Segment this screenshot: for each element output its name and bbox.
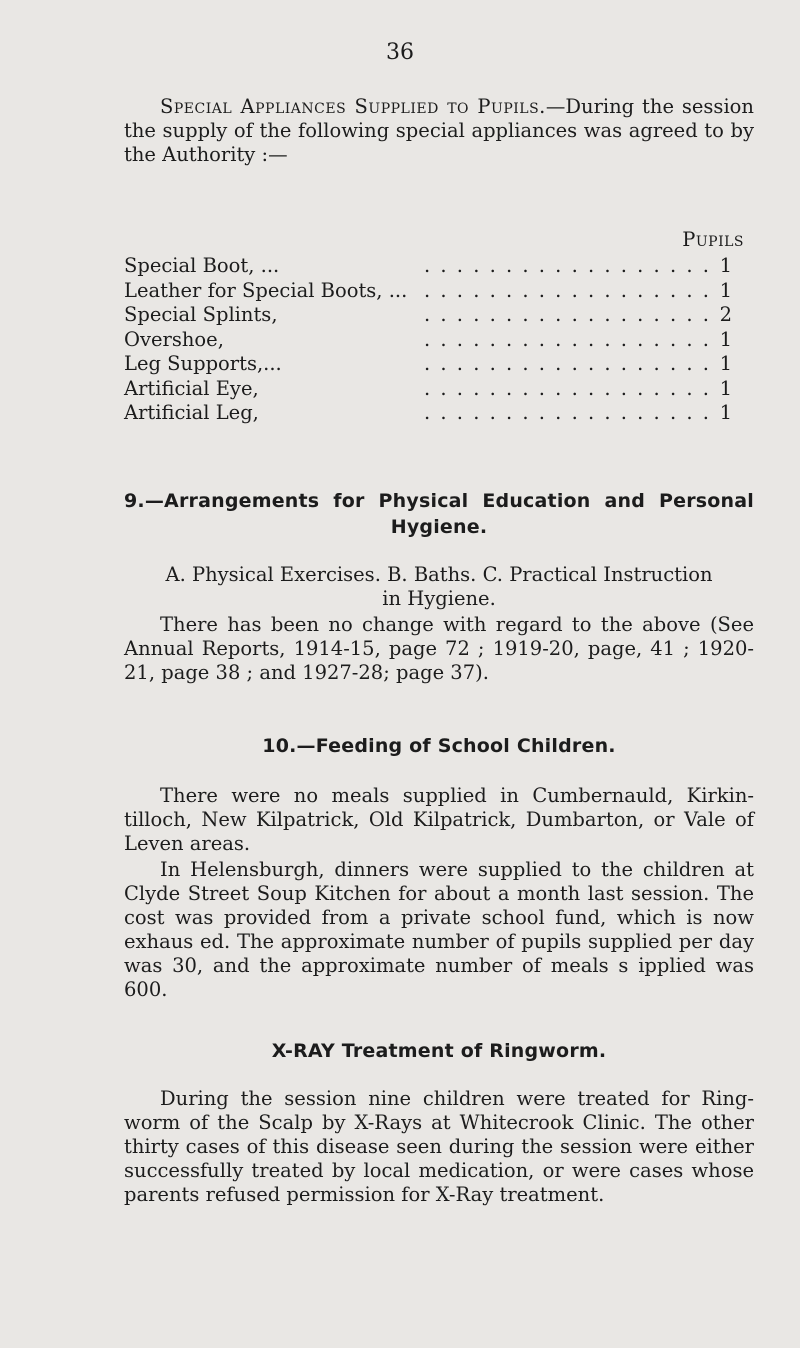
appliance-row — [124, 303, 744, 328]
leader-dots: . . . . . . . . . . . . . . . . . . — [424, 327, 711, 351]
appliance-count: 1 — [719, 376, 732, 400]
page-number: 36 — [386, 40, 414, 65]
appliance-label: Overshoe, — [124, 327, 224, 351]
appliance-count: 1 — [719, 352, 732, 375]
section-10-heading: 10.—Feeding of School Children. — [262, 735, 616, 757]
section-9-heading: 9.—Arrangements for Physical Education and Personal — [124, 490, 754, 512]
appliances-intro-paragraph — [124, 95, 754, 167]
section-9-subheads-line2: in Hygiene. — [382, 587, 496, 610]
section-10-paragraph-1: There were no meals supplied in Cumbernauld, Kirkin-tilloch, New Kilpatrick, Old Kilpatrick, Dumbarton, or Vale of Leven areas. — [124, 784, 754, 855]
appliance-label: Artificial Leg, — [124, 401, 259, 424]
appliance-count: 1 — [719, 401, 732, 424]
appliance-label: Special Boot, ... — [124, 254, 280, 277]
leader-dots: . . . . . . . . . . . . . . . . . . — [424, 401, 711, 424]
appliance-count: 1 — [719, 254, 732, 277]
appliance-row — [124, 352, 744, 377]
section-9-heading-line2: Hygiene. — [390, 516, 488, 538]
section-9-body: There has been no change with regard to the above (See Annual Reports, 1914-15, page 72 ; 1919-20, page, 41 ; 1920-21, page 38 ; and 1927-28; page 37). — [124, 613, 754, 684]
appliance-label: Leg Supports,... — [124, 352, 282, 375]
appliance-row — [124, 254, 744, 279]
appliances-title: Special Appliances Supplied to Pupils. — [160, 95, 546, 118]
leader-dots: . . . . . . . . . . . . . . . . . . — [424, 303, 711, 326]
leader-dots: . . . . . . . . . . . . . . . . . . — [424, 278, 711, 302]
xray-heading: X-RAY Treatment of Ringworm. — [271, 1040, 607, 1062]
appliance-count: 2 — [719, 303, 732, 326]
xray-body: During the session nine children were treated for Ring-worm of the Scalp by X-Rays at Whitecrook Clinic. The other thirty cases of this disease seen during the session were either successfully treated by local medication, or were cases whose parents refused permission for X-Ray treatment. — [124, 1087, 754, 1206]
appliance-label: Special Splints, — [124, 303, 278, 326]
appliance-row — [124, 377, 744, 402]
section-9-subheads — [124, 563, 754, 611]
section-9-subheads-line1: A. Physical Exercises. B. Baths. C. Practical Instruction — [165, 563, 713, 586]
appliance-row — [124, 279, 744, 304]
appliance-count: 1 — [719, 327, 732, 351]
appliance-label: Artificial Eye, — [124, 376, 259, 400]
appliance-row — [124, 328, 744, 353]
appliance-row — [124, 401, 744, 426]
pupils-column-header: Pupils — [682, 228, 744, 251]
appliances-table — [124, 228, 744, 426]
section-10-paragraph-2: In Helensburgh, dinners were supplied to the children at Clyde Street Soup Kitchen for about a month last session. The cost was provided from a private school fund, which is now exhaus ed. The approximate number of pupils supplied per day was 30, and the approximate number of meals s ipplied was 600. — [124, 858, 754, 1001]
leader-dots: . . . . . . . . . . . . . . . . . . — [424, 254, 711, 277]
leader-dots: . . . . . . . . . . . . . . . . . . — [424, 376, 711, 400]
appliance-count: 1 — [719, 278, 732, 302]
appliances-intro-text: —During the session the supply of the following special appliances was agreed to by the Authority :— — [124, 95, 754, 166]
appliance-label: Leather for Special Boots, ... — [124, 278, 408, 302]
leader-dots: . . . . . . . . . . . . . . . . . . — [424, 352, 711, 375]
